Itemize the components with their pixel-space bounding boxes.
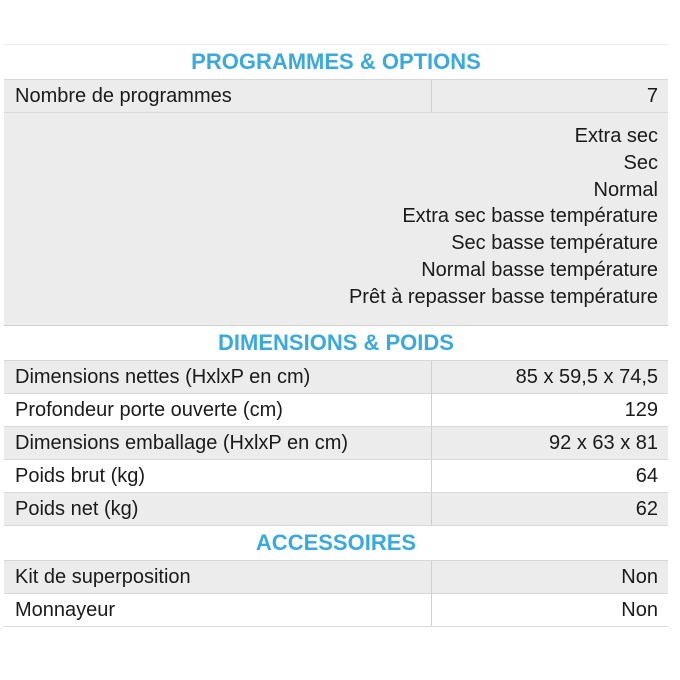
row-value: 129 <box>624 398 658 421</box>
program-item: Extra sec <box>574 125 658 147</box>
spec-table <box>4 44 668 627</box>
section-title-programmes: PROGRAMMES & OPTIONS <box>4 44 668 80</box>
row-label: Dimensions nettes (HxlxP en cm) <box>4 361 432 393</box>
table-row <box>4 427 668 460</box>
row-label: Dimensions emballage (HxlxP en cm) <box>4 427 432 459</box>
program-item: Prêt à repasser basse température <box>348 285 658 308</box>
row-label: Profondeur porte ouverte (cm) <box>4 394 432 426</box>
section-title-accessoires: ACCESSOIRES <box>4 526 668 561</box>
row-value: Non <box>621 565 658 588</box>
table-row <box>4 460 668 493</box>
table-row <box>4 80 668 113</box>
program-item: Extra sec basse température <box>402 205 658 228</box>
row-label: Monnayeur <box>4 594 432 626</box>
program-item: Normal basse température <box>421 258 658 281</box>
row-value: 7 <box>646 85 658 107</box>
row-value: 85 x 59,5 x 74,5 <box>515 365 658 388</box>
table-row <box>4 561 668 594</box>
row-label: Poids brut (kg) <box>4 460 432 492</box>
row-value: 92 x 63 x 81 <box>549 431 658 454</box>
table-row <box>4 493 668 526</box>
program-list <box>4 113 668 326</box>
table-row <box>4 394 668 427</box>
table-row <box>4 594 668 627</box>
row-value: 64 <box>635 464 658 487</box>
row-label: Poids net (kg) <box>4 493 432 525</box>
program-item: Normal <box>593 178 658 201</box>
program-item: Sec <box>623 151 658 174</box>
row-value: Non <box>621 598 658 621</box>
program-item: Sec basse température <box>451 232 658 255</box>
section-title-dimensions: DIMENSIONS & POIDS <box>4 326 668 361</box>
table-row <box>4 361 668 394</box>
row-label: Nombre de programmes <box>4 80 432 112</box>
row-value: 62 <box>635 497 658 520</box>
row-label: Kit de superposition <box>4 561 432 593</box>
